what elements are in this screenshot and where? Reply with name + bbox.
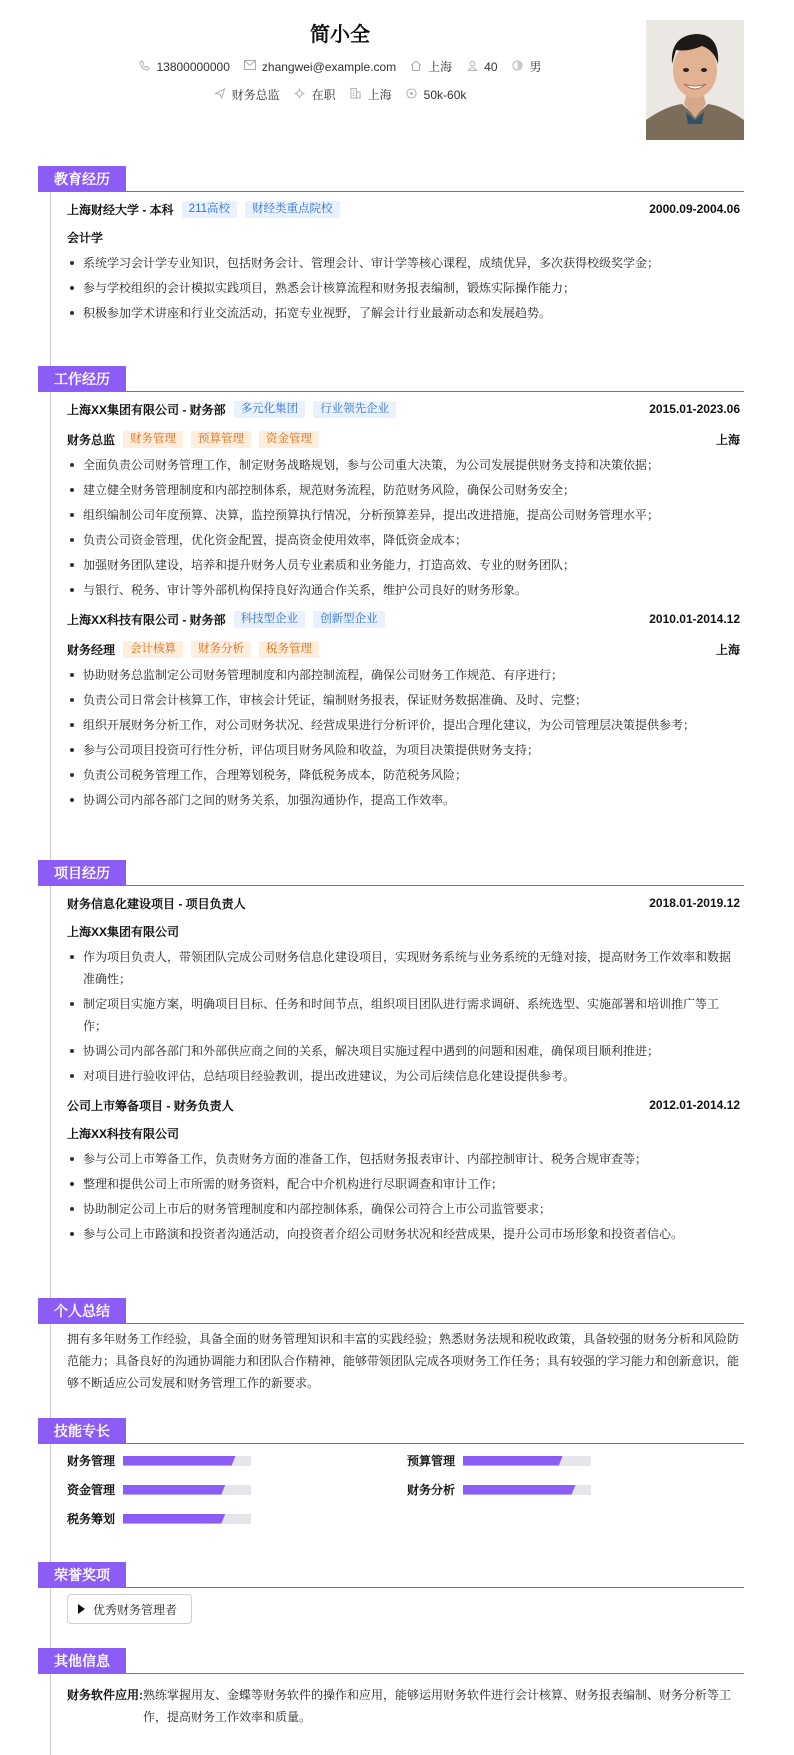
summary-section xyxy=(38,1298,744,1394)
list-item: 建立健全财务管理制度和内部控制体系，规范财务流程，防范财务风险，确保公司财务安全； xyxy=(67,479,740,501)
target-position-text: 财务总监 xyxy=(231,88,280,102)
job-bullets xyxy=(67,664,740,811)
skill-tag: 财务分析 xyxy=(191,641,251,658)
target-city-info xyxy=(350,86,392,103)
skill-bar-fill xyxy=(123,1514,225,1524)
list-item: 对项目进行验收评估，总结项目经验教训，提出改进建议，为公司后续信息化建设提供参考。 xyxy=(67,1065,740,1087)
list-item: 协助财务总监制定公司财务管理制度和内部控制流程，确保公司财务工作规范、有序进行； xyxy=(67,664,740,686)
list-item: 制定项目实施方案，明确项目目标、任务和时间节点，组织项目团队进行需求调研、系统选型、实施部署和培训推广等工作； xyxy=(67,993,740,1037)
list-item: 积极参加学术讲座和行业交流活动，拓宽专业视野，了解会计行业最新动态和发展趋势。 xyxy=(67,302,740,324)
skill-item xyxy=(67,1481,407,1498)
skill-item xyxy=(67,1510,407,1527)
resume-header xyxy=(0,0,794,150)
candidate-name: 简小全 xyxy=(310,24,370,46)
skill-bar-fill xyxy=(123,1456,236,1466)
section-title: 项目经历 xyxy=(38,860,126,886)
job-bullets xyxy=(67,454,740,601)
education-row-head xyxy=(67,194,740,224)
job-location: 上海 xyxy=(715,432,740,447)
skill-name: 财务管理 xyxy=(67,1454,116,1468)
list-item: 作为项目负责人，带领团队完成公司财务信息化建设项目，实现财务系统与业务系统的无缝对接，提高财务工作效率和数据准确性； xyxy=(67,946,740,990)
job-dates: 2010.01-2014.12 xyxy=(649,612,740,626)
other-text: 熟练掌握用友、金蝶等财务软件的操作和应用，能够运用财务软件进行会计核算、财务报表编制、财务分析等工作，提高财务工作效率和质量。 xyxy=(143,1688,732,1724)
list-item: 协助制定公司上市后的财务管理制度和内部控制体系，确保公司符合上市公司监管要求； xyxy=(67,1198,740,1220)
job-row-head xyxy=(67,604,740,634)
list-item: 加强财务团队建设，培养和提升财务人员专业素质和业务能力，打造高效、专业的财务团队； xyxy=(67,554,740,576)
project-name: 财务信息化建设项目 - 项目负责人 xyxy=(67,896,246,911)
skill-item xyxy=(407,1481,747,1498)
school-name: 上海财经大学 - 本科 xyxy=(67,202,174,217)
company-name: 上海XX集团有限公司 - 财务部 xyxy=(67,402,226,417)
awards-header xyxy=(38,1562,744,1588)
skills-header xyxy=(38,1418,744,1444)
position-row xyxy=(67,634,740,664)
status-icon xyxy=(294,88,306,102)
education-dates: 2000.09-2004.06 xyxy=(649,202,740,216)
job-row-head xyxy=(67,394,740,424)
project-company: 上海XX科技有限公司 xyxy=(67,1127,180,1141)
skill-tag: 预算管理 xyxy=(191,431,251,448)
list-item: 负责公司税务管理工作，合理筹划税务，降低税务成本，防范税务风险； xyxy=(67,764,740,786)
school-tag: 211高校 xyxy=(182,201,237,218)
job-status-text: 在职 xyxy=(311,88,336,102)
building-icon xyxy=(350,87,362,102)
person-icon xyxy=(466,60,478,74)
job-dates: 2015.01-2023.06 xyxy=(649,402,740,416)
job-intent-row xyxy=(0,86,680,103)
list-item: 负责公司日常会计核算工作，审核会计凭证，编制财务报表，保证财务数据准确、及时、完整； xyxy=(67,689,740,711)
skill-bar xyxy=(123,1485,251,1495)
target-position-info xyxy=(214,86,280,103)
mail-icon xyxy=(244,60,256,73)
work-section xyxy=(38,366,744,814)
salary-info xyxy=(406,88,467,102)
skill-item xyxy=(67,1452,407,1469)
position-name: 财务总监 xyxy=(67,432,116,447)
project-bullets xyxy=(67,1148,740,1245)
awards-section xyxy=(38,1562,744,1624)
section-title: 荣誉奖项 xyxy=(38,1562,126,1588)
education-header xyxy=(38,166,744,192)
contact-row xyxy=(0,58,680,75)
list-item: 参与公司上市筹备工作，负责财务方面的准备工作，包括财务报表审计、内部控制审计、税务合规审查等； xyxy=(67,1148,740,1170)
skill-bar xyxy=(463,1456,591,1466)
project-row-head xyxy=(67,888,740,918)
other-section xyxy=(38,1648,744,1728)
skill-name: 税务筹划 xyxy=(67,1512,116,1526)
list-item: 参与学校组织的会计模拟实践项目，熟悉会计核算流程和财务报表编制，锻炼实际操作能力； xyxy=(67,277,740,299)
list-item: 系统学习会计学专业知识，包括财务会计、管理会计、审计学等核心课程，成绩优异，多次获得校级奖学金； xyxy=(67,252,740,274)
other-info-row xyxy=(67,1674,740,1728)
phone-text: 13800000000 xyxy=(156,59,230,74)
position-name: 财务经理 xyxy=(67,642,116,657)
award-name: 优秀财务管理者 xyxy=(93,1602,178,1617)
triangle-icon xyxy=(78,1604,85,1614)
skill-item xyxy=(407,1452,747,1469)
skill-bar xyxy=(123,1456,251,1466)
project-dates: 2012.01-2014.12 xyxy=(649,1098,740,1112)
list-item: 协调公司内部各部门和外部供应商之间的关系，解决项目实施过程中遇到的问题和困难，确保项目顺利推进； xyxy=(67,1040,740,1062)
skill-bar xyxy=(463,1485,591,1495)
project-row-head xyxy=(67,1090,740,1120)
summary-text: 拥有多年财务工作经验，具备全面的财务管理知识和丰富的实践经验；熟悉财务法规和税收政策，具备较强的财务分析和风险防范能力；具备良好的沟通协调能力和团队合作精神，能够带领团队完成各项财务工作任务；具有较强的学习能力和创新意识，能够不断适应公司发展和财务管理工作的新要求。 xyxy=(67,1332,740,1390)
list-item: 协调公司内部各部门之间的财务关系，加强沟通协作，提高工作效率。 xyxy=(67,789,740,811)
award-chip xyxy=(67,1594,192,1624)
company-tag: 多元化集团 xyxy=(234,401,306,418)
list-item: 参与公司上市路演和投资者沟通活动，向投资者介绍公司财务状况和经营成果，提升公司市场形象和投资者信心。 xyxy=(67,1223,740,1245)
projects-header xyxy=(38,860,744,886)
education-bullets xyxy=(67,252,740,324)
skill-bar-fill xyxy=(123,1485,225,1495)
skill-tag: 税务管理 xyxy=(259,641,319,658)
summary-header xyxy=(38,1298,744,1324)
project-name: 公司上市筹备项目 - 财务负责人 xyxy=(67,1098,234,1113)
section-title: 其他信息 xyxy=(38,1648,126,1674)
section-title: 个人总结 xyxy=(38,1298,126,1324)
position-row xyxy=(67,424,740,454)
list-item: 组织开展财务分析工作，对公司财务状况、经营成果进行分析评价，提出合理化建议，为公司管理层决策提供参考； xyxy=(67,714,740,736)
skill-name: 财务分析 xyxy=(407,1483,456,1497)
skill-bar xyxy=(123,1514,251,1524)
phone-icon xyxy=(138,60,150,74)
skills-grid xyxy=(67,1444,740,1527)
list-item: 参与公司项目投资可行性分析，评估项目财务风险和收益，为项目决策提供财务支持； xyxy=(67,739,740,761)
projects-section xyxy=(38,860,744,1248)
list-item: 与银行、税务、审计等外部机构保持良好沟通合作关系，维护公司良好的财务形象。 xyxy=(67,579,740,601)
work-header xyxy=(38,366,744,392)
section-title: 工作经历 xyxy=(38,366,126,392)
major-name: 会计学 xyxy=(67,231,104,245)
home-icon xyxy=(410,60,422,74)
list-item: 全面负责公司财务管理工作，制定财务战略规划，参与公司重大决策，为公司发展提供财务支持和决策依据； xyxy=(67,454,740,476)
other-label: 财务软件应用: xyxy=(67,1688,143,1702)
company-tag: 创新型企业 xyxy=(313,611,385,628)
gender-info xyxy=(512,58,542,75)
company-tag: 科技型企业 xyxy=(234,611,306,628)
list-item: 组织编制公司年度预算、决算，监控预算执行情况，分析预算差异，提出改进措施，提高公司财务管理水平； xyxy=(67,504,740,526)
gender-icon xyxy=(512,60,524,74)
city-text: 上海 xyxy=(428,60,453,74)
skills-section xyxy=(38,1418,744,1527)
email-text: zhangwei@example.com xyxy=(261,59,397,74)
skill-tag: 会计核算 xyxy=(123,641,183,658)
other-header xyxy=(38,1648,744,1674)
skill-bar-fill xyxy=(463,1456,563,1466)
company-name: 上海XX科技有限公司 - 财务部 xyxy=(67,612,226,627)
city-info xyxy=(410,58,452,75)
school-tag: 财经类重点院校 xyxy=(245,201,340,218)
skill-name: 资金管理 xyxy=(67,1483,116,1497)
money-icon xyxy=(406,88,418,102)
project-dates: 2018.01-2019.12 xyxy=(649,896,740,910)
email-info xyxy=(244,60,396,74)
skill-name: 预算管理 xyxy=(407,1454,456,1468)
section-title: 教育经历 xyxy=(38,166,126,192)
send-icon xyxy=(214,88,226,102)
skill-tag: 资金管理 xyxy=(259,431,319,448)
job-status-info xyxy=(294,86,336,103)
project-bullets xyxy=(67,946,740,1087)
project-company: 上海XX集团有限公司 xyxy=(67,925,180,939)
section-title: 技能专长 xyxy=(38,1418,126,1444)
education-section xyxy=(38,166,744,327)
job-location: 上海 xyxy=(715,642,740,657)
list-item: 整理和提供公司上市所需的财务资料，配合中介机构进行尽职调查和审计工作； xyxy=(67,1173,740,1195)
salary-text: 50k-60k xyxy=(423,87,467,102)
phone-info xyxy=(138,60,229,74)
skill-bar-fill xyxy=(463,1485,576,1495)
company-tag: 行业领先企业 xyxy=(313,401,396,418)
list-item: 负责公司资金管理，优化资金配置，提高资金使用效率，降低资金成本； xyxy=(67,529,740,551)
skill-tag: 财务管理 xyxy=(123,431,183,448)
profile-photo xyxy=(646,20,744,140)
gender-text: 男 xyxy=(529,60,542,74)
age-text: 40 xyxy=(484,59,498,74)
age-info xyxy=(466,60,497,74)
target-city-text: 上海 xyxy=(367,88,392,102)
